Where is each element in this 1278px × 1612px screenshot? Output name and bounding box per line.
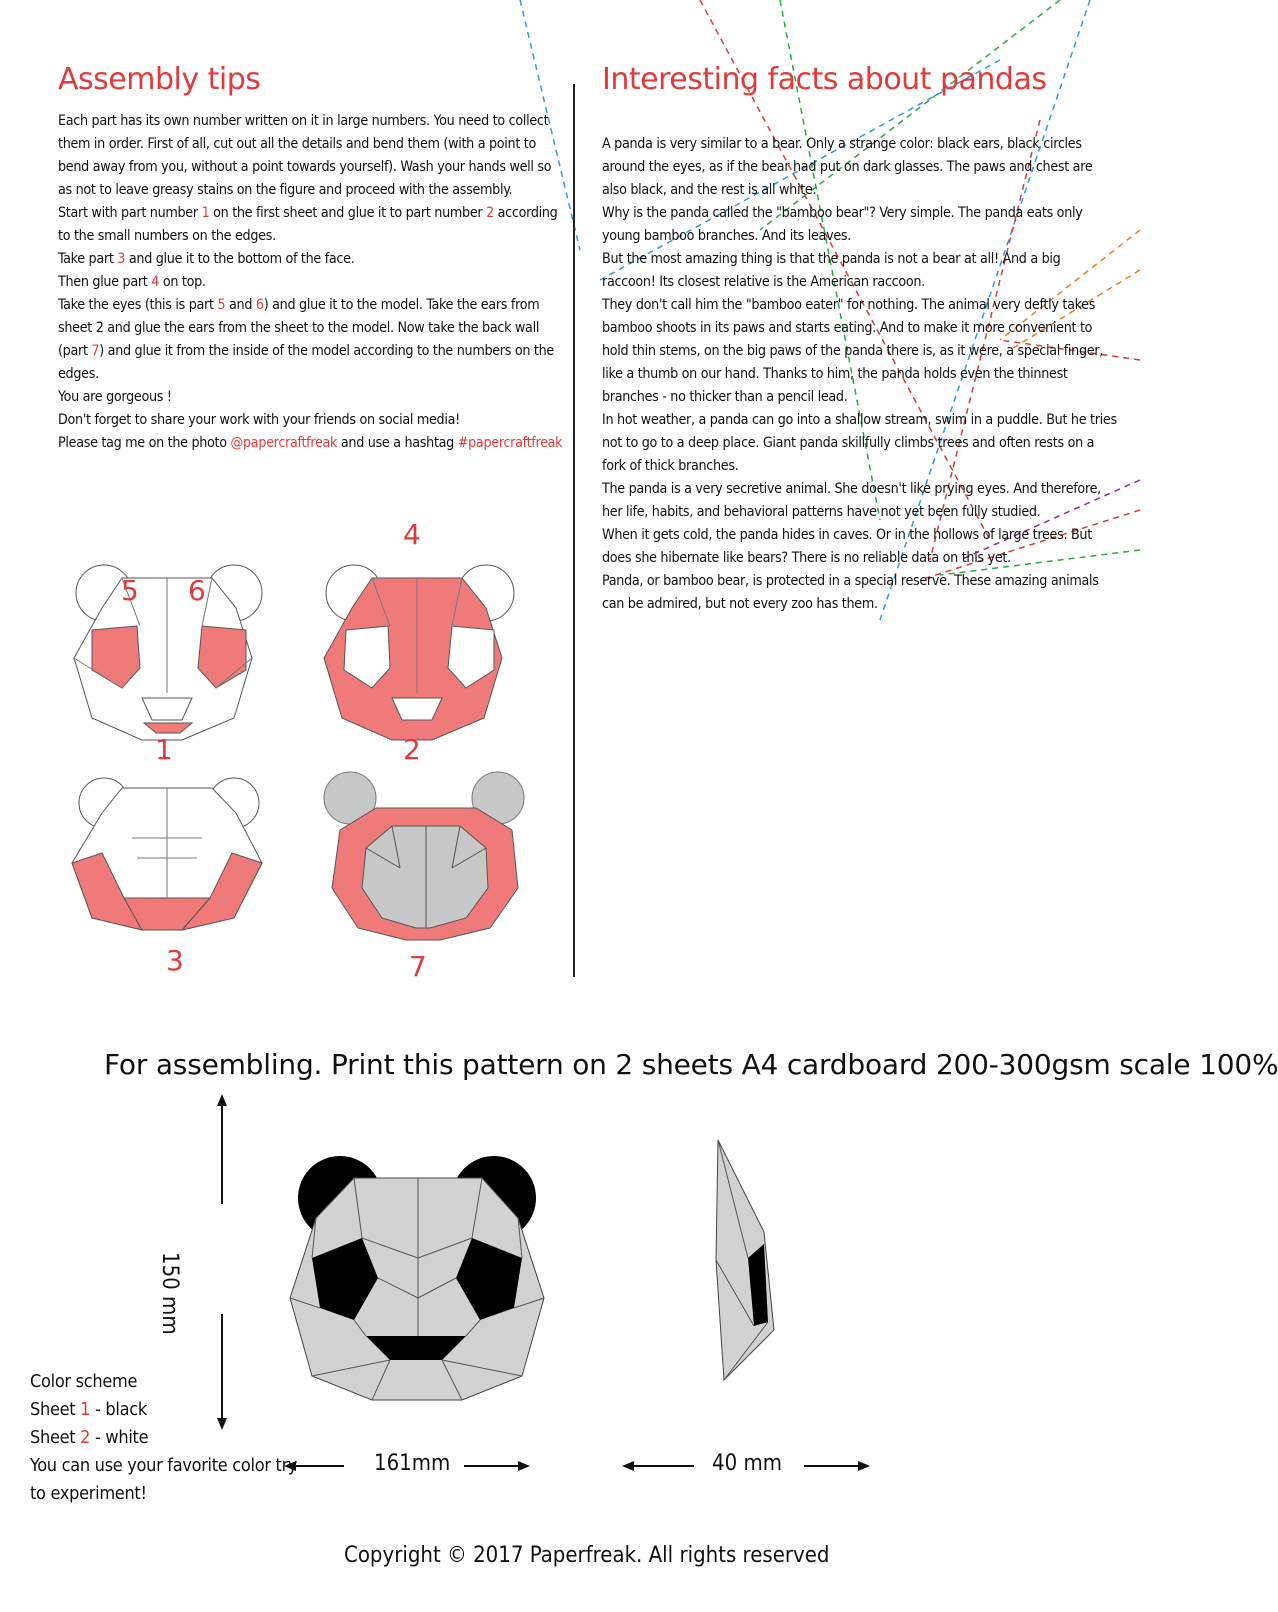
color-scheme-note	[30, 1368, 297, 1508]
color-scheme-tip: to experiment!	[30, 1483, 147, 1504]
assembly-paragraph: Then glue part 4 on top.	[58, 274, 206, 290]
panda-facts-text	[602, 133, 1117, 616]
step-1-diagram	[62, 548, 262, 738]
step-2-diagram	[310, 548, 520, 738]
assembly-tips-title: Assembly tips	[58, 62, 261, 97]
hashtag[interactable]: #papercraftfreak	[457, 435, 563, 451]
color-scheme-title: Color scheme	[30, 1371, 138, 1392]
part-number-3: 3	[166, 944, 184, 977]
part-number-2: 2	[403, 733, 421, 766]
print-instructions: For assembling. Print this pattern on 2 sheets A4 cardboard 200-300gsm scale 100%	[104, 1048, 1278, 1081]
panda-side-view	[706, 1140, 786, 1380]
facts-paragraph: In hot weather, a panda can go into a shallow stream, swim in a puddle. But he tries not to go to a deep place. Giant panda skillfully climbs trees and often rests on a fork of thick branches.	[602, 412, 1117, 474]
social-handle[interactable]: @papercraftfreak	[230, 435, 338, 451]
width-dimension-label: 161mm	[374, 1451, 451, 1476]
facts-paragraph: When it gets cold, the panda hides in caves. Or in the hollows of large trees. But does she hibernate like bears? There is no reliable data on this yet.	[602, 527, 1092, 566]
panda-facts-title: Interesting facts about pandas	[602, 62, 1047, 97]
assembly-tips-text	[58, 110, 566, 455]
assembly-paragraph: Each part has its own number written on it in large numbers. You need to collect them in order. First of all, cut out all the details and bend them (with a point to bend away from you, without a point towards yourself). Wash your hands well so as not to leave greasy stains on the figure and proceed with the assembly.	[58, 113, 552, 198]
part-number-7: 7	[409, 950, 427, 983]
facts-paragraph: Why is the panda called the "bamboo bear"? Very simple. The panda eats only young bamboo branches. And its leaves.	[602, 205, 1083, 244]
assembly-paragraph: Start with part number 1 on the first sheet and glue it to part number 2 according to the small numbers on the edges.	[58, 205, 558, 244]
height-dimension-label: 150 mm	[157, 1252, 182, 1335]
part-number-6: 6	[188, 574, 206, 607]
assembly-paragraph: Please tag me on the photo @papercraftfreak and use a hashtag #papercraftfreak	[58, 435, 563, 451]
copyright: Copyright © 2017 Paperfreak. All rights reserved	[344, 1543, 830, 1568]
part-number-1: 1	[155, 733, 173, 766]
color-scheme-tip: You can use your favorite color try	[30, 1455, 298, 1476]
facts-paragraph: A panda is very similar to a bear. Only a strange color: black ears, black circles around the eyes, as if the bear had put on dark glasses. The paws and chest are also black, and the rest is all white.	[602, 136, 1093, 198]
facts-paragraph: But the most amazing thing is that the panda is not a bear at all! And a big raccoon! Its closest relative is the American raccoon.	[602, 251, 1061, 290]
color-scheme-sheet-1: Sheet 1 - black	[30, 1399, 147, 1420]
step-7-diagram	[320, 768, 530, 938]
facts-paragraph: They don't call him the "bamboo eater" for nothing. The animal very deftly takes bamboo shoots in its paws and starts eating. And to make it more convenient to hold thin stems, on the big paws of the panda there is, as it were, a special finger, like a thumb on our hand. Thanks to him, the panda holds even the thinnest branches - no thicker than a pencil lead.	[602, 297, 1104, 405]
assembly-paragraph: You are gorgeous !	[58, 389, 172, 405]
column-divider	[573, 84, 575, 977]
facts-paragraph: The panda is a very secretive animal. She doesn't like prying eyes. And therefore, her life, habits, and behavioral patterns have not yet been fully studied.	[602, 481, 1101, 520]
part-number-5: 5	[121, 574, 139, 607]
depth-dimension-label: 40 mm	[712, 1451, 783, 1476]
assembly-paragraph: Take part 3 and glue it to the bottom of the face.	[58, 251, 355, 267]
facts-paragraph: Panda, or bamboo bear, is protected in a special reserve. These amazing animals can be admired, but not every zoo has them.	[602, 573, 1099, 612]
color-scheme-sheet-2: Sheet 2 - white	[30, 1427, 149, 1448]
part-number-4: 4	[403, 518, 421, 551]
panda-front-view	[282, 1138, 552, 1398]
step-3-diagram	[62, 768, 262, 928]
assembly-paragraph: Take the eyes (this is part 5 and 6) and glue it to the model. Take the ears from sheet 2 and glue the ears from the sheet to the model. Now take the back wall (part 7) and glue it from the inside of the model according to the numbers on the edges.	[58, 297, 554, 382]
assembly-paragraph: Don't forget to share your work with your friends on social media!	[58, 412, 460, 428]
